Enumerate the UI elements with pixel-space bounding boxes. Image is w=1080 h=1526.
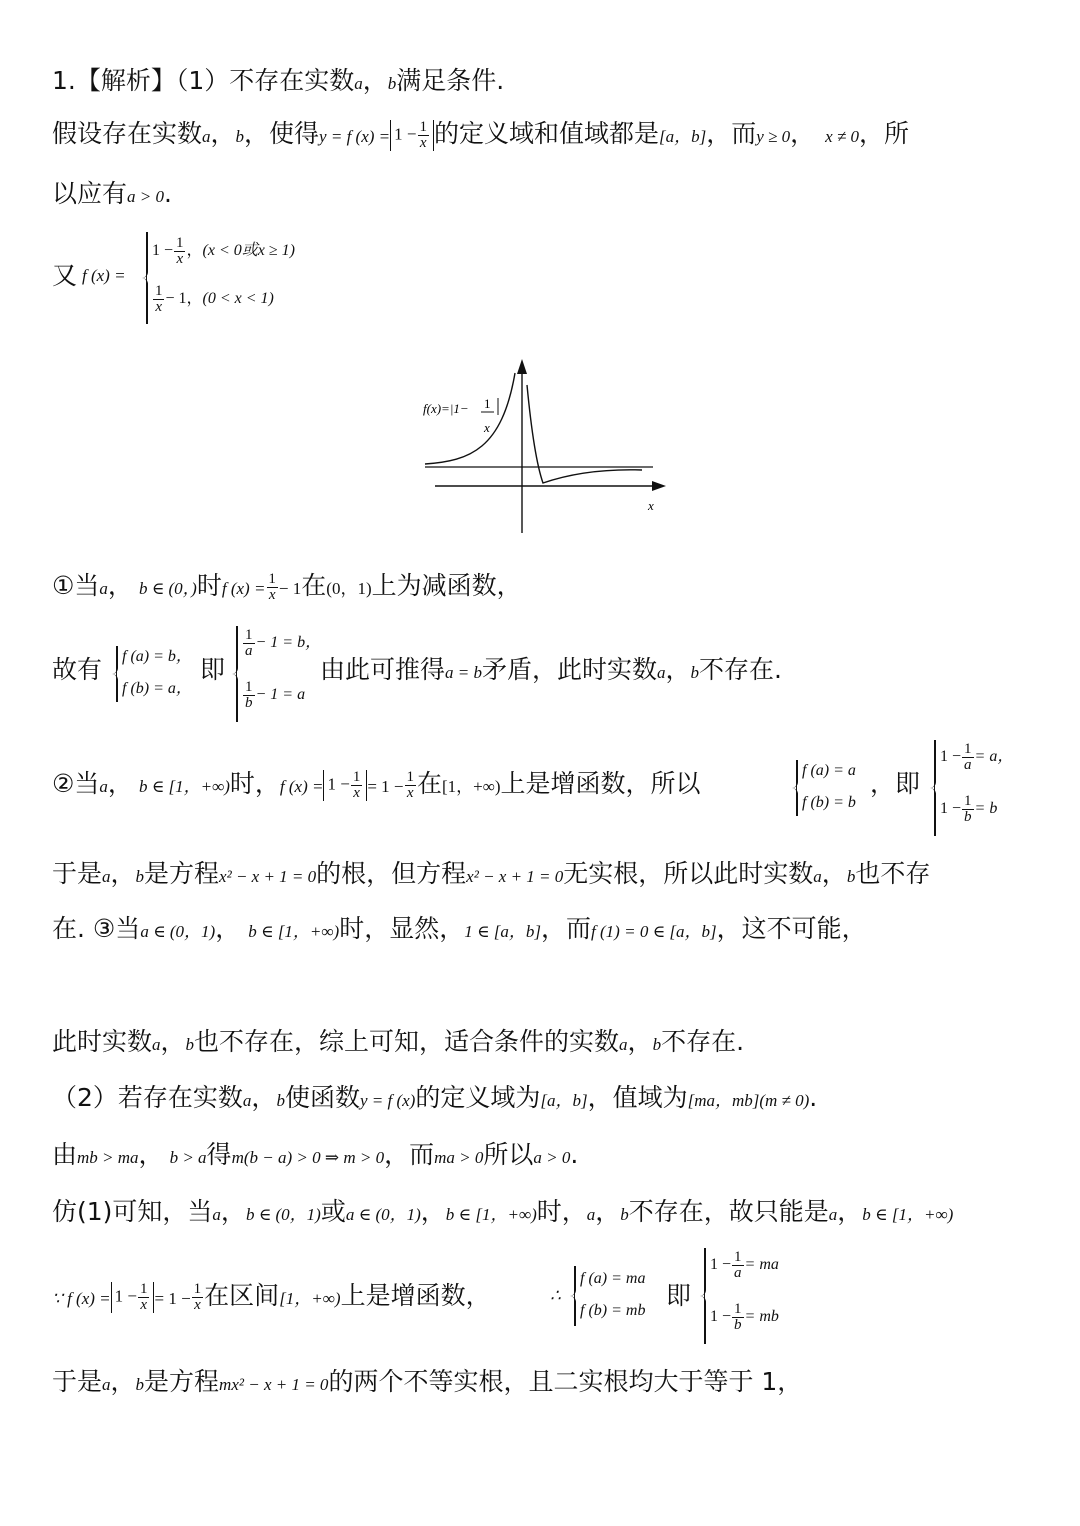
solution-label: 1.【解析】 <box>52 66 176 95</box>
part2-analogy-line: 仿(1)可知，当a，b ∈ (0，1)或a ∈ (0，1)，b ∈ [1，+∞)时，a，b不存在，故只能是a，b ∈ [1，+∞) <box>52 1197 954 1226</box>
x-axis-label: x <box>648 498 654 513</box>
piecewise-lhs: f (x) = <box>82 266 126 285</box>
part2-roots-line: 于是a，b是方程mx² − x + 1 = 0的两个不等实根，且二实根均大于等于 1， <box>52 1367 803 1396</box>
case1-ji: 即 <box>200 655 226 684</box>
graph-label: f(x)=|1− <box>423 401 469 416</box>
condition-line: 以应有a > 0. <box>52 179 172 208</box>
case1-line: ①当a， b ∈ (0，)时f (x) = $\frac{1}{x}$ − 1在(0，1)上为减函数， <box>52 570 522 603</box>
right-branch <box>527 385 642 483</box>
piecewise-intro: 又 <box>52 261 78 290</box>
piecewise-row-1: 1 − $\frac{1}{x}$ ，(x < 0或x ≥ 1) <box>152 235 295 267</box>
part1-heading: 1.【解析】（1）不存在实数a，b满足条件. <box>52 66 505 95</box>
piecewise-row-2: $\frac{1}{x}$ − 1，(0 < x < 1) <box>155 283 274 315</box>
graph-label-den: x <box>484 420 490 435</box>
part2-sign-line: 由mb > ma， b > a得m(b − a) > 0 ⇒ m > 0，而ma > 0所以a > 0. <box>52 1140 579 1169</box>
piecewise-brace <box>146 232 147 324</box>
part2-system-2: 1 − $\frac{1}{a}$ = ma 1 − $\frac{1}{b}$ = mb <box>710 1249 779 1333</box>
function-lhs: y = f (x) = <box>319 127 391 146</box>
graph-label-num: 1 <box>484 396 491 411</box>
case1-system-2: $\frac{1}{a}$ − 1 = b， $\frac{1}{b}$ − 1 = a <box>245 627 322 711</box>
part1-conclusion: 此时实数a，b也不存在，综上可知，适合条件的实数a，b不存在. <box>52 1027 745 1056</box>
y-axis-arrow <box>517 359 527 374</box>
x-axis-arrow <box>652 481 666 491</box>
piecewise-system <box>152 232 332 326</box>
part2-heading: （2）若存在实数a，b使函数y = f (x)的定义域为[a，b]，值域为[ma，mb](m ≠ 0). <box>52 1083 818 1112</box>
case1-conclusion: 由此可推得a = b矛盾，此时实数a，b不存在. <box>320 655 782 684</box>
case2-roots-line: 于是a，b是方程x² − x + 1 = 0的根，但方程x² − x + 1 = 0无实根，所以此时实数a，b也不存 <box>52 859 931 888</box>
part2-system-1: f (a) = ma f (b) = mb <box>580 1270 646 1319</box>
case2-system-1: f (a) = a f (b) = b <box>802 762 856 811</box>
function-graph <box>410 355 680 535</box>
part2-increasing-line: ∵ f (x) = 1 − $\frac{1}{x}$ = 1 − $\frac{1}{x}$ 在区间[1，+∞)上是增函数， <box>52 1280 491 1313</box>
abs-expression: 1 − $\frac{1}{x}$ <box>390 120 434 151</box>
case1-system-1: f (a) = b， f (b) = a， <box>122 648 192 697</box>
case3-line: 在. ③当a ∈ (0，1)， b ∈ [1，+∞)时，显然，1 ∈ [a，b]，而f (1) = 0 ∈ [a，b]，这不可能， <box>52 914 867 943</box>
case2-system-2: 1 − $\frac{1}{a}$ = a， 1 − $\frac{1}{b}$ = b <box>940 741 1014 825</box>
left-branch <box>425 373 515 464</box>
assumption-line: 假设存在实数a，b，使得y = f (x) = 1 − $\frac{1}{x}$ 的定义域和值域都是[a，b]，而y ≥ 0， x ≠ 0，所 <box>52 118 910 151</box>
case2-line: ②当a， b ∈ [1，+∞)时，f (x) = 1 − $\frac{1}{x}$ = 1 − $\frac{1}{x}$ 在[1，+∞)上是增函数，所以 <box>52 768 701 801</box>
case1-conclusion-start: 故有 <box>52 655 103 684</box>
